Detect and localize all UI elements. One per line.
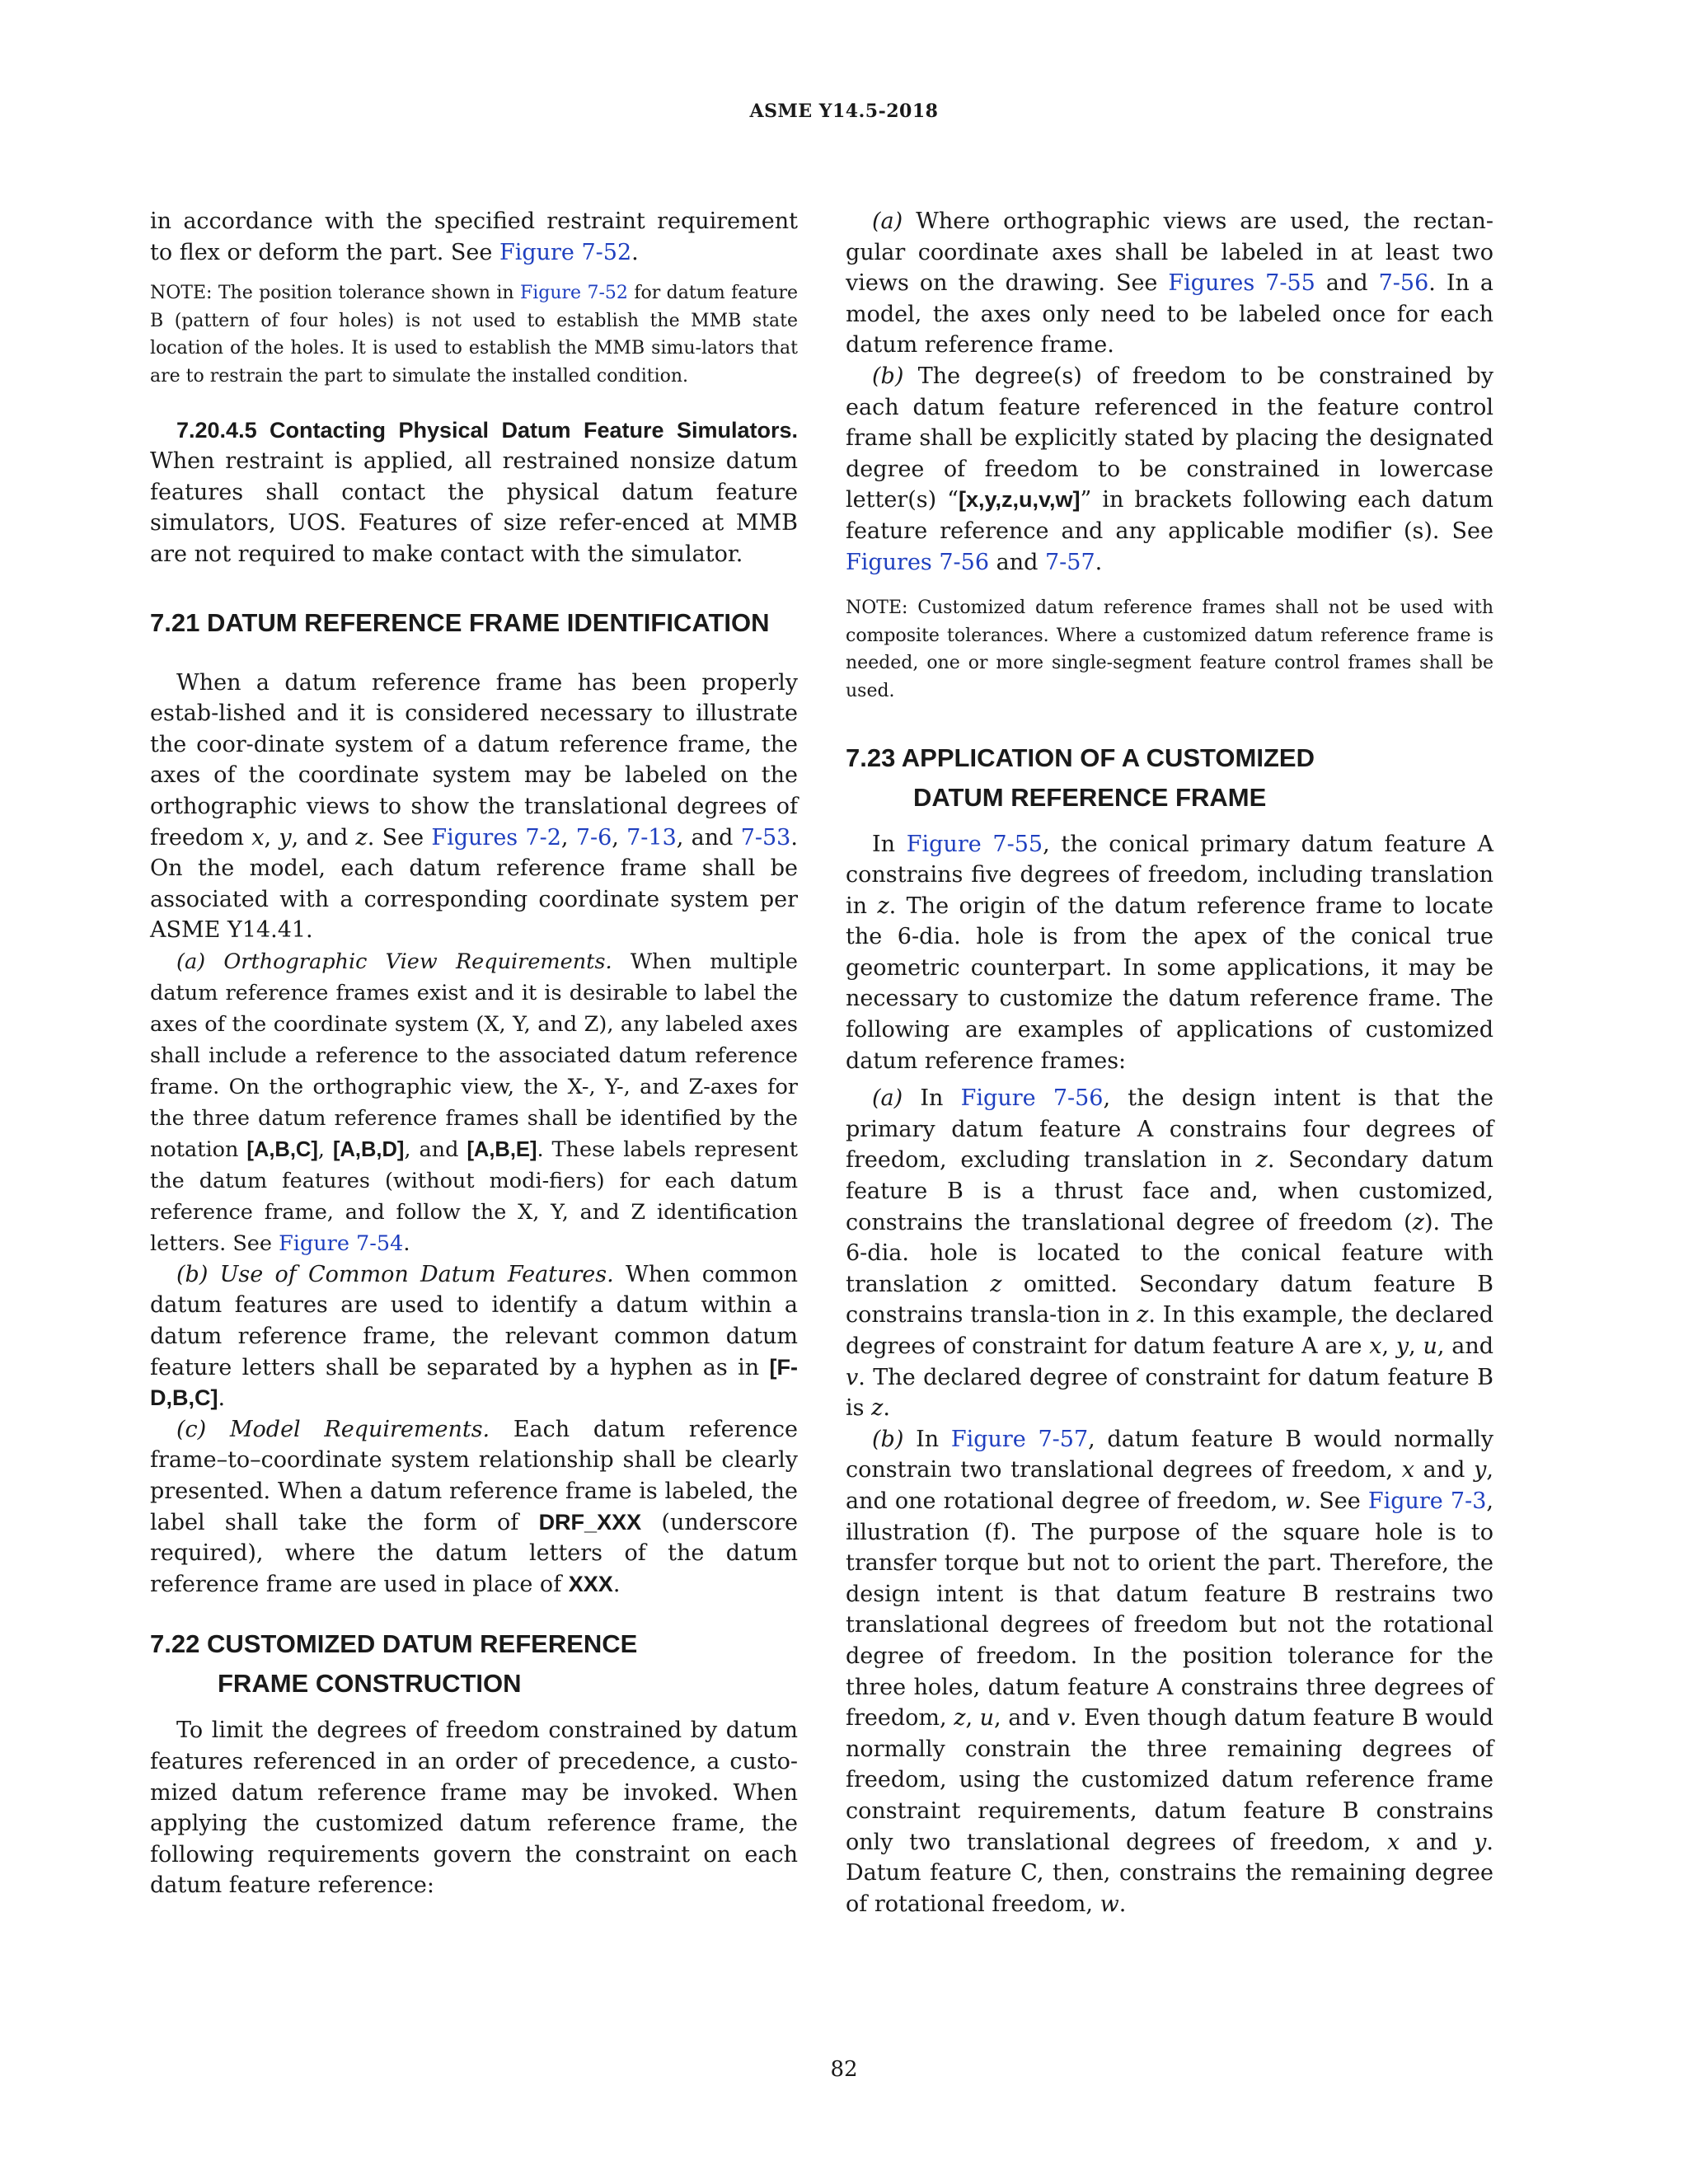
figure-link[interactable]: 7-57 — [1044, 549, 1095, 575]
note-position-tolerance: NOTE: The position tolerance shown in Figure 7-52 for datum feature B (pattern of four holes) is not used to establish the MMB state location of the holes. It is used to establish the MMB simu-lators that are to restrain the part to simulate the installed condition. — [150, 283, 798, 387]
heading-7-22: 7.22 CUSTOMIZED DATUM REFERENCE FRAME CONSTRUCTION — [150, 1629, 638, 1699]
figure-link[interactable]: Figures 7-55 — [1168, 270, 1315, 297]
figure-link[interactable]: 7-13 — [626, 824, 677, 851]
figure-link[interactable]: Figures 7-2 — [431, 824, 561, 851]
subsection-heading: 7.20.4.5 Contacting Physical Datum Feature Simulators. — [176, 417, 798, 443]
paragraph-7-21: When a datum reference frame has been properly estab-lished and it is considered necessary to illustrate the coor-dinate system of a datum reference frame, the axes of the coordinate system may be labeled on the orthographic views to show the translational degrees of freedom x, y, and z. See Figures 7-2, 7-6, 7-13, and 7-53. On the model, each datum reference frame shall be associated with a corresponding coordinate system per ASME Y14.41. — [150, 669, 798, 944]
figure-link[interactable]: Figure 7-52 — [519, 283, 628, 304]
page-number: 82 — [830, 2057, 858, 2082]
paragraph-7-23: In Figure 7-55, the conical primary datum feature A constrains five degrees of freedom, including translation in z. The origin of the datum reference frame to locate the 6-dia. hole is from the apex of the conical true geometric counterpart. In some applications, it may be necessary to customize the datum reference frame. The following are examples of applications of customized datum reference frames: — [846, 831, 1494, 1074]
paragraph-intro: in accordance with the specified restraint requirement to flex or deform the part. See Figure 7-52. — [150, 209, 798, 265]
paragraph-a-views: (a) Where orthographic views are used, the rectan-gular coordinate axes shall be labeled in at least two views on the drawing. See Figures 7-55 and 7-56. In a model, the axes only need to be labeled once for each datum reference frame. — [846, 209, 1493, 359]
right-column — [846, 206, 1493, 1919]
paragraph-a-orthographic: (a) Orthographic View Requirements. When multiple datum reference frames exist and it is desirable to label the axes of the coordinate system (X, Y, and Z), any labeled axes shall include a reference to the associated datum reference frame. On the orthographic view, the X-, Y-, and Z-axes for the three datum reference frames shall be identified by the notation [A,B,C], [A,B,D], and [A,B,E]. These labels represent the datum features (without modi-fiers) for each datum reference frame, and follow the X, Y, and Z identification letters. See Figure 7-54. — [150, 949, 799, 1256]
figure-link[interactable]: Figure 7-54 — [279, 1230, 404, 1256]
paragraph-b-dof: (b) The degree(s) of freedom to be constrained by each datum feature referenced in the feature control frame shall be explicitly stated by placing the designated degree of freedom to be constrained in lowercase letter(s) “[x,y,z,u,v,w]” in brackets following each datum feature reference and any applicable modifier (s). See Figures 7-56 and 7-57. — [846, 363, 1493, 575]
running-header: ASME Y14.5-2018 — [749, 101, 939, 122]
figure-link[interactable]: Figure 7-57 — [950, 1426, 1089, 1452]
figure-link[interactable]: 7-6 — [575, 824, 612, 851]
note-customized-frames: NOTE: Customized datum reference frames shall not be used with composite tolerances. Where a customized datum reference frame is needed, one or more single-segment feature control frames shall be used. — [846, 598, 1493, 701]
paragraph-a-example: (a) In Figure 7-56, the design intent is that the primary datum feature A constrains four degrees of freedom, excluding translation in z. Secondary datum feature B is a thrust face and, when customized, constrains the translational degree of freedom (z). The 6-dia. hole is located to the conical feature with translation z omitted. Secondary datum feature B constrains transla-tion in z. In this example, the declared degrees of constraint for datum feature A are x, y, u, and v. The declared degree of constraint for datum feature B is z. — [846, 1085, 1493, 1422]
figure-link[interactable]: Figure 7-52 — [499, 239, 632, 265]
paragraph-b-common-datum: (b) Use of Common Datum Features. When common datum features are used to identify a datum within a datum reference frame, the relevant common datum feature letters shall be separated by a hyphen as in [F-D,B,C]. — [150, 1261, 798, 1412]
figure-link[interactable]: 7-53 — [740, 824, 791, 851]
figure-link[interactable]: 7-56 — [1378, 270, 1429, 297]
paragraph-7-22: To limit the degrees of freedom constrained by datum features referenced in an order of precedence, a custo-mized datum reference frame may be invoked. When applying the customized datum reference frame, the following requirements govern the constraint on each datum feature reference: — [150, 1718, 798, 1899]
left-column — [150, 206, 798, 1901]
paragraph-b-example: (b) In Figure 7-57, datum feature B would normally constrain two translational degrees of freedom, x and y, and one rotational degree of freedom, w. See Figure 7-3, illustration (f). The purpose of the square hole is to transfer torque but not to orient the part. Therefore, the design intent is that datum feature B restrains two translational degrees of freedom but not the rotational degree of freedom. In the position tolerance for the three holes, datum feature A constrains three degrees of freedom, z, u, and v. Even though datum feature B would normally constrain the three remaining degrees of freedom, using the customized datum reference frame constraint requirements, datum feature B constrains only two translational degrees of freedom, x and y. Datum feature C, then, constrains the remaining degree of rotational freedom, w. — [846, 1426, 1493, 1917]
paragraph-c-model: (c) Model Requirements. Each datum reference frame–to–coordinate system relationship shall be clearly presented. When a datum reference frame is labeled, the label shall take the form of DRF_XXX (underscore required), where the datum letters of the datum reference frame are used in place of XXX. — [150, 1416, 799, 1597]
figure-link[interactable]: Figure 7-55 — [906, 831, 1043, 857]
figure-link[interactable]: Figure 7-3 — [1367, 1488, 1487, 1514]
heading-7-23: 7.23 APPLICATION OF A CUSTOMIZED DATUM REFERENCE FRAME — [846, 743, 1315, 812]
figure-link[interactable]: Figure 7-56 — [960, 1085, 1104, 1112]
section-7-20-4-5: 7.20.4.5 Contacting Physical Datum Feature Simulators. When restraint is applied, all restrained nonsize datum features shall contact the physical datum feature simulators, UOS. Features of size refer-enced at MMB are not required to make contact with the simulator. — [150, 417, 798, 567]
heading-7-21: 7.21 DATUM REFERENCE FRAME IDENTIFICATION — [150, 607, 770, 637]
figure-link[interactable]: Figures 7-56 — [846, 549, 990, 575]
